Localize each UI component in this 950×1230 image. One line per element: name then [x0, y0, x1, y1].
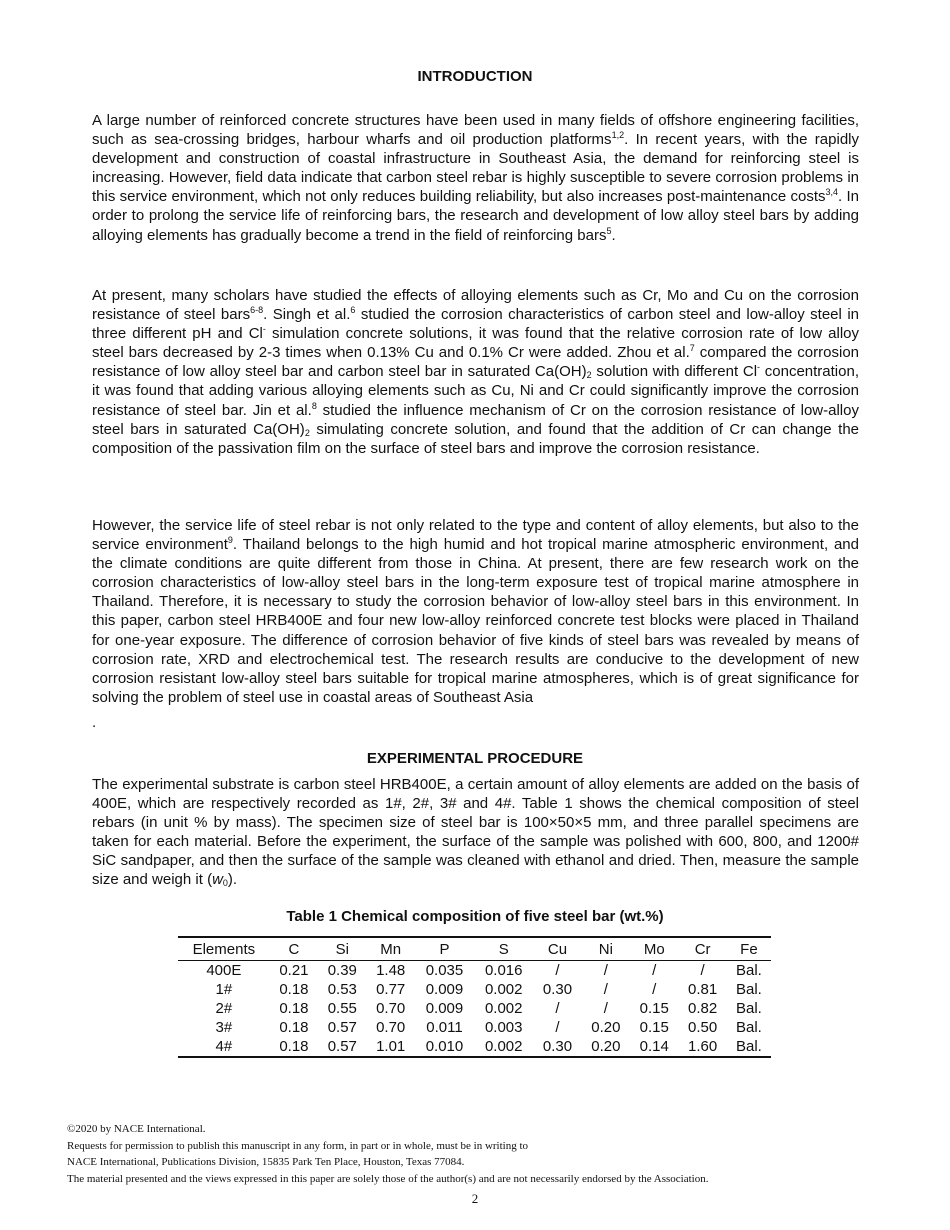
text-run: . Thailand belongs to the high humid and hot tropical marine atmospheric environment, and the climate conditions are quite different from those in China. At present, there are few research work on the corrosion characteristics of low-alloy steel bars in the long-term exposure test of tropical marine atmosphere in Thailand. Therefore, it is necessary to study the corrosion behavior of low-alloy steel bars in this environment. In this paper, carbon steel HRB400E and four new low-alloy reinforced concrete test blocks were placed in Thailand for one-year exposure. The difference of corrosion behavior of five kinds of steel bars was revealed by means of corrosion rate, XRD and electrochemical test. The research results are conducive to the development of new corrosion resistant low-alloy steel bars suitable for tropical marine atmospheres, which is of great significance for solving the problem of steel use in coastal areas of Southeast Asia: [92, 536, 859, 706]
table-cell: 0.18: [279, 1019, 309, 1036]
table-cell: 0.035: [425, 962, 464, 979]
table-cell: 0.30: [542, 981, 573, 998]
table-cell: 1.48: [376, 962, 406, 979]
table-cell: Bal.: [735, 1019, 762, 1036]
table-cell: 0.70: [376, 1000, 406, 1017]
superscript: 8: [311, 400, 317, 411]
column-header: Ni: [582, 937, 630, 961]
table-cell: /: [603, 981, 608, 998]
table-body: [178, 961, 771, 1058]
table-cell: 0.57: [327, 1019, 357, 1036]
column-header: C: [270, 937, 318, 961]
intro-paragraph-3: [92, 516, 859, 707]
table-cell: 0.55: [327, 1000, 357, 1017]
text-run: w: [212, 871, 223, 889]
footer-line: NACE International, Publications Division, 15835 Park Ten Place, Houston, Texas 77084.: [67, 1156, 465, 1168]
table-cell: /: [700, 962, 705, 979]
table-cell: /: [603, 962, 608, 979]
table-cell: 0.18: [279, 981, 309, 998]
superscript: -: [262, 324, 266, 335]
column-header: Cr: [678, 937, 726, 961]
text-run: compared the corrosion resistance of low alloy steel bar and carbon steel bar in saturated Ca(OH): [92, 344, 859, 381]
column-header: S: [474, 937, 533, 961]
table-row: [178, 980, 771, 999]
text-run: ).: [227, 871, 238, 889]
table-cell: /: [555, 962, 560, 979]
footer-notice: [67, 1121, 708, 1187]
table-cell: 0.77: [376, 981, 406, 998]
table-cell: 0.30: [542, 1038, 573, 1055]
table-cell: Bal.: [735, 1038, 762, 1055]
table-cell: 0.20: [591, 1019, 621, 1036]
table-cell: 0.18: [279, 1038, 309, 1055]
column-header: Cu: [533, 937, 581, 961]
table-cell: 1.60: [688, 1038, 718, 1055]
table-cell: Bal.: [735, 981, 762, 998]
subscript: 0: [222, 878, 228, 889]
table-cell: 0.003: [484, 1019, 523, 1036]
table-row: [178, 999, 771, 1018]
table-cell: 0.010: [425, 1038, 464, 1055]
table-cell: 0.57: [327, 1038, 357, 1055]
section-heading-experimental: EXPERIMENTAL PROCEDURE: [366, 750, 584, 767]
text-run: simulation concrete solutions, it was found that the relative corrosion rate of low alloy steel bars decreased by 2-3 times when 0.13% Cu and 0.1% Cr were added. Zhou et al.: [92, 325, 859, 362]
text-run: .: [611, 226, 616, 244]
subscript: 2: [304, 427, 310, 438]
intro-paragraph-2: [92, 286, 859, 458]
footer-line: Requests for permission to publish this manuscript in any form, in part or in whole, must be in writing to: [67, 1139, 529, 1152]
table-cell: 0.53: [327, 981, 357, 998]
table-cell: 0.002: [484, 1038, 523, 1055]
intro-paragraph-4: [92, 713, 859, 732]
column-header: Mo: [630, 937, 678, 961]
superscript: 1,2: [611, 130, 625, 141]
text-run: A large number of reinforced concrete structures have been used in many fields of offshore engineering facilities, such as sea-crossing bridges, harbour wharfs and oil production platforms: [92, 112, 859, 149]
table-row: [178, 1018, 771, 1037]
section-heading-introduction: INTRODUCTION: [417, 68, 533, 85]
table-cell: Bal.: [735, 962, 762, 979]
table-cell: 0.70: [376, 1019, 406, 1036]
table-row: [178, 1037, 771, 1057]
footer-line: The material presented and the views expressed in this paper are solely those of the author(s) and are not necessarily endorsed by the Association.: [67, 1172, 709, 1185]
table-cell: /: [652, 962, 657, 979]
footer-line: ©2020 by NACE International.: [67, 1123, 206, 1135]
column-header: Si: [318, 937, 366, 961]
superscript: 6: [350, 305, 356, 316]
table-cell: 0.011: [426, 1019, 463, 1036]
table-cell: 1.01: [376, 1038, 406, 1055]
text-run: studied the influence mechanism of Cr on the corrosion resistance of low-alloy steel bars in saturated Ca(OH): [92, 401, 859, 438]
table-cell: /: [603, 1000, 608, 1017]
table-cell: 1#: [215, 981, 233, 998]
text-run: . Singh et al.: [263, 306, 351, 324]
text-run: . In recent years, with the rapidly development and construction of coastal infrastructure in Southeast Asia, the demand for reinforcing steel is increasing. However, field data indicate that carbon steel rebar is highly susceptible to severe corrosion problems in this service environment, which not only reduces building reliability, but also increases post-maintenance costs: [92, 131, 859, 206]
table-cell: 0.002: [484, 981, 523, 998]
page-number: 2: [471, 1191, 479, 1206]
table-cell: 0.14: [639, 1038, 669, 1055]
superscript: -: [757, 362, 761, 373]
table-cell: /: [555, 1000, 560, 1017]
table-cell: 3#: [215, 1019, 233, 1036]
table-row: [178, 961, 771, 981]
table-cell: 0.82: [688, 1000, 718, 1017]
table-cell: 0.50: [688, 1019, 718, 1036]
table-cell: 2#: [215, 1000, 233, 1017]
text-run: concentration, it was found that adding various alloying elements such as Cu, Ni and Cr could significantly improve the corrosion resistance of steel bar. Jin et al.: [92, 363, 859, 419]
text-run: solution with different Cl: [591, 363, 758, 381]
superscript: 7: [689, 343, 695, 354]
superscript: 9: [227, 535, 233, 546]
table-cell: /: [555, 1019, 560, 1036]
table-cell: 0.18: [279, 1000, 309, 1017]
subscript: 2: [586, 370, 592, 381]
table-cell: 0.009: [425, 981, 464, 998]
table-cell: 0.39: [327, 962, 357, 979]
table-header-row: [178, 937, 771, 961]
table-cell: 0.15: [639, 1000, 669, 1017]
table-caption: Table 1 Chemical composition of five steel bar (wt.%): [286, 908, 664, 925]
intro-paragraph-1: [92, 111, 859, 245]
text-run: However, the service life of steel rebar is not only related to the type and content of alloy elements, but also to the service environment: [92, 517, 859, 554]
column-header: Mn: [366, 937, 414, 961]
superscript: 5: [606, 225, 612, 236]
text-run: simulating concrete solution, and found that the addition of Cr can change the composition of the passivation film on the surface of steel bars and improve the corrosion resistance.: [92, 420, 860, 457]
table-cell: 0.009: [425, 1000, 464, 1017]
superscript: 6-8: [250, 305, 264, 316]
column-header: Fe: [727, 937, 771, 961]
table-cell: 0.20: [591, 1038, 621, 1055]
table-cell: 0.21: [279, 962, 309, 979]
table-cell: 400E: [206, 962, 242, 979]
table-cell: 0.002: [484, 1000, 523, 1017]
superscript: 3,4: [825, 187, 838, 198]
text-run: The experimental substrate is carbon steel HRB400E, a certain amount of alloy elements are added on the basis of 400E, which are respectively recorded as 1#, 2#, 3# and 4#. Table 1 shows the chemical composition of steel rebars (in unit % by mass). The specimen size of steel bar is 100×50×5 mm, and three parallel specimens are taken for each material. Before the experiment, the surface of the sample was polished with 600, 800, and 1200# SiC sandpaper, and then the surface of the sample was cleaned with ethanol and dried. Then, measure the sample size and weigh it (: [92, 776, 859, 889]
table-cell: 0.81: [688, 981, 718, 998]
table-cell: 0.016: [484, 962, 523, 979]
text-run: .: [92, 714, 97, 731]
composition-table: [178, 936, 771, 1058]
table-cell: 4#: [215, 1038, 233, 1055]
text-run: At present, many scholars have studied the effects of alloying elements such as Cr, Mo and Cu on the corrosion resistance of steel bars: [92, 287, 859, 324]
table-cell: /: [652, 981, 657, 998]
column-header: P: [415, 937, 474, 961]
text-run: . In order to prolong the service life of reinforcing bars, the research and development of low alloy steel bars by adding alloying elements has gradually become a trend in the field of reinforcing bars: [92, 188, 859, 244]
experimental-paragraph: [92, 775, 859, 890]
text-run: studied the corrosion characteristics of carbon steel and low-alloy steel in three different pH and Cl: [92, 306, 859, 343]
table-cell: Bal.: [735, 1000, 762, 1017]
table-cell: 0.15: [639, 1019, 669, 1036]
column-header: Elements: [178, 937, 270, 961]
